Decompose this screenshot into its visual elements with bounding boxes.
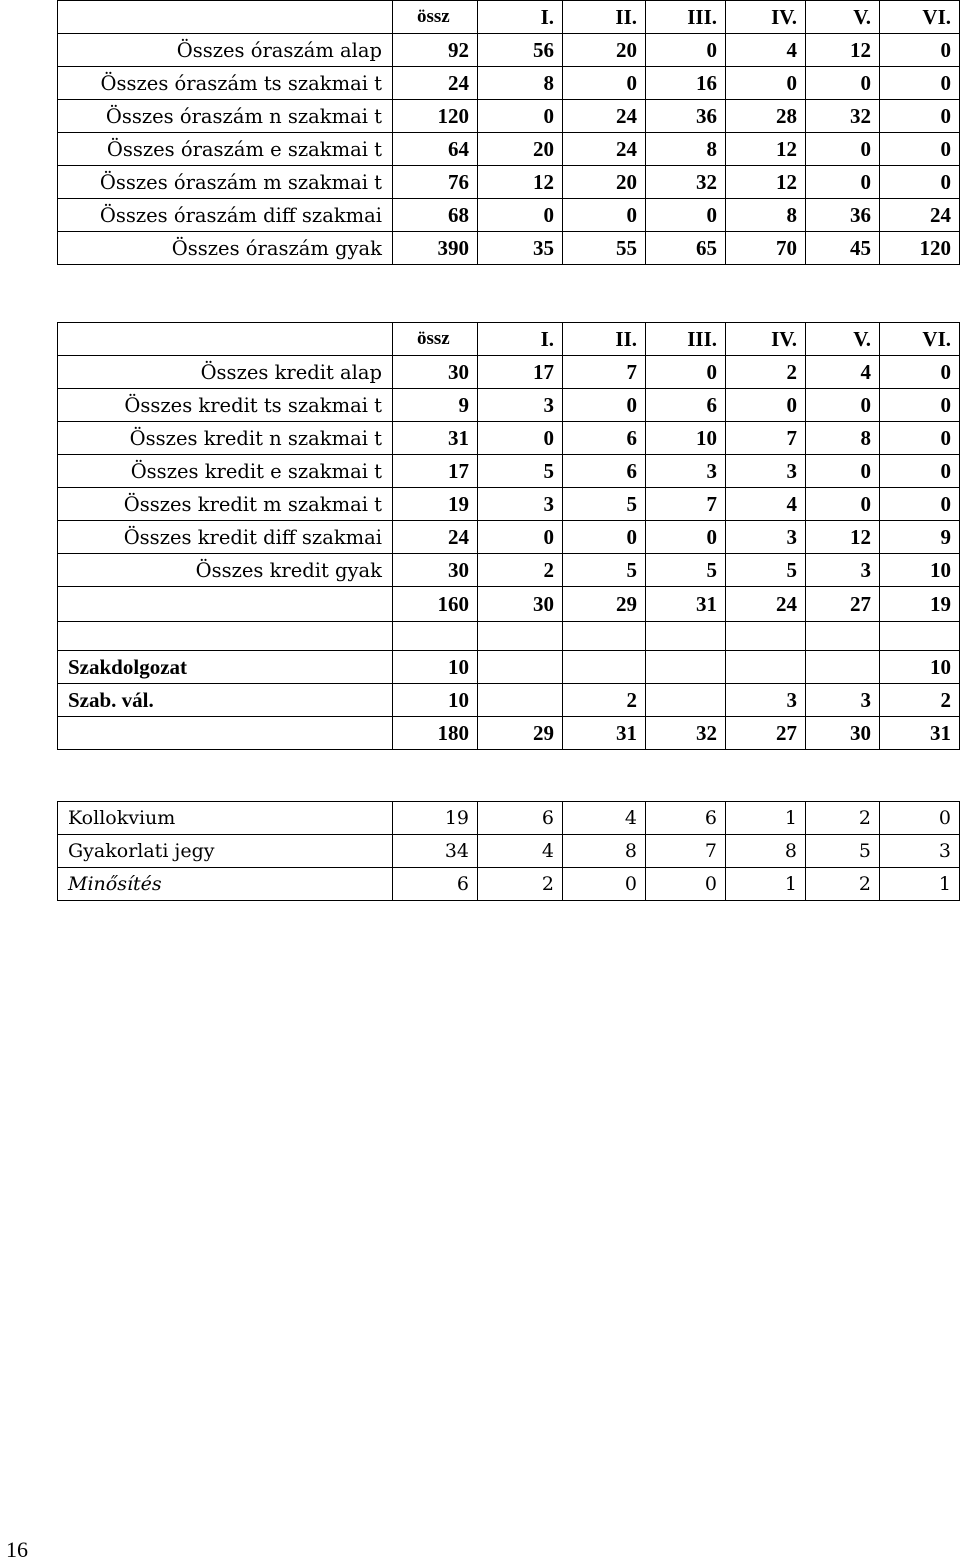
row-label: Összes óraszám e szakmai t [58, 133, 393, 166]
cell-value: 0 [806, 166, 880, 199]
cell-value: 0 [806, 67, 880, 100]
cell-value: 24 [393, 521, 478, 554]
table-row [58, 422, 960, 455]
spacer-cell [393, 622, 478, 651]
cell-value: 65 [646, 232, 726, 265]
cell-value: 12 [478, 166, 563, 199]
header-col-6: VI. [880, 323, 960, 356]
cell-value: 0 [806, 389, 880, 422]
cell-value: 10 [393, 684, 478, 717]
cell-value: 8 [478, 67, 563, 100]
header-col-1: I. [478, 1, 563, 34]
cell-value: 6 [393, 868, 478, 901]
spacer-cell [880, 622, 960, 651]
spacer-cell [478, 622, 563, 651]
cell-value: 7 [646, 835, 726, 868]
cell-value: 30 [393, 356, 478, 389]
cell-value: 2 [563, 684, 646, 717]
row-label: Összes kredit gyak [58, 554, 393, 587]
cell-value: 24 [726, 587, 806, 622]
cell-value: 76 [393, 166, 478, 199]
cell-value: 12 [806, 34, 880, 67]
cell-value: 4 [806, 356, 880, 389]
cell-value: 5 [726, 554, 806, 587]
table-row [58, 554, 960, 587]
header-ossz: össz [393, 323, 478, 356]
cell-value: 0 [806, 133, 880, 166]
cell-value: 36 [806, 199, 880, 232]
row-label: Szab. vál. [58, 684, 393, 717]
row-label: Összes kredit e szakmai t [58, 455, 393, 488]
cell-value [806, 651, 880, 684]
cell-value: 0 [646, 356, 726, 389]
cell-value: 0 [563, 67, 646, 100]
cell-value: 32 [646, 166, 726, 199]
row-label: Összes óraszám m szakmai t [58, 166, 393, 199]
row-label [58, 717, 393, 750]
cell-value: 6 [563, 455, 646, 488]
cell-value: 17 [478, 356, 563, 389]
cell-value: 64 [393, 133, 478, 166]
table-row [58, 651, 960, 684]
cell-value: 7 [646, 488, 726, 521]
cell-value: 6 [563, 422, 646, 455]
cell-value: 20 [563, 166, 646, 199]
hours-header-row [58, 1, 960, 34]
cell-value: 1 [726, 802, 806, 835]
cell-value: 2 [478, 554, 563, 587]
spacer-cell [646, 622, 726, 651]
cell-value: 0 [563, 868, 646, 901]
cell-value: 30 [393, 554, 478, 587]
cell-value: 0 [880, 455, 960, 488]
row-label: Kollokvium [58, 802, 393, 835]
cell-value [478, 684, 563, 717]
cell-value: 0 [726, 389, 806, 422]
row-label: Szakdolgozat [58, 651, 393, 684]
cell-value [646, 684, 726, 717]
cell-value: 0 [806, 455, 880, 488]
cell-value: 0 [880, 100, 960, 133]
row-label: Összes kredit diff szakmai [58, 521, 393, 554]
cell-value: 8 [646, 133, 726, 166]
cell-value: 8 [726, 199, 806, 232]
table-row [58, 34, 960, 67]
cell-value: 30 [478, 587, 563, 622]
cell-value: 3 [880, 835, 960, 868]
header-col-6: VI. [880, 1, 960, 34]
cell-value: 2 [726, 356, 806, 389]
table-row [58, 232, 960, 265]
cell-value: 5 [563, 488, 646, 521]
page-number: 16 [6, 1537, 28, 1562]
cell-value: 3 [478, 389, 563, 422]
subtotal-row [58, 587, 960, 622]
cell-value: 56 [478, 34, 563, 67]
cell-value [563, 651, 646, 684]
cell-value: 3 [806, 554, 880, 587]
cell-value: 0 [880, 488, 960, 521]
cell-value: 10 [880, 554, 960, 587]
cell-value: 0 [726, 67, 806, 100]
cell-value: 1 [880, 868, 960, 901]
cell-value: 3 [726, 684, 806, 717]
cell-value: 31 [563, 717, 646, 750]
cell-value: 2 [806, 868, 880, 901]
cell-value: 0 [478, 100, 563, 133]
cell-value: 16 [646, 67, 726, 100]
cell-value: 19 [393, 802, 478, 835]
cell-value [646, 651, 726, 684]
cell-value: 7 [726, 422, 806, 455]
cell-value: 0 [880, 67, 960, 100]
cell-value: 120 [880, 232, 960, 265]
cell-value: 3 [806, 684, 880, 717]
cell-value: 45 [806, 232, 880, 265]
row-label: Összes kredit n szakmai t [58, 422, 393, 455]
cell-value: 5 [806, 835, 880, 868]
header-col-1: I. [478, 323, 563, 356]
header-empty [58, 323, 393, 356]
cell-value [478, 651, 563, 684]
row-label: Minősítés [58, 868, 393, 901]
cell-value: 20 [478, 133, 563, 166]
cell-value: 8 [806, 422, 880, 455]
cell-value: 3 [646, 455, 726, 488]
table-row [58, 389, 960, 422]
row-label: Összes óraszám alap [58, 34, 393, 67]
row-label: Összes óraszám n szakmai t [58, 100, 393, 133]
table-row [58, 455, 960, 488]
cell-value: 68 [393, 199, 478, 232]
spacer-cell [806, 622, 880, 651]
header-col-2: II. [563, 1, 646, 34]
cell-value: 35 [478, 232, 563, 265]
cell-value: 2 [880, 684, 960, 717]
cell-value: 3 [726, 521, 806, 554]
table-row [58, 356, 960, 389]
hours-table [57, 0, 960, 265]
header-ossz: össz [393, 1, 478, 34]
cell-value: 10 [646, 422, 726, 455]
cell-value: 12 [806, 521, 880, 554]
cell-value: 9 [393, 389, 478, 422]
row-label: Gyakorlati jegy [58, 835, 393, 868]
spacer-row [58, 622, 960, 651]
cell-value: 4 [726, 34, 806, 67]
cell-value: 29 [563, 587, 646, 622]
row-label: Összes óraszám diff szakmai [58, 199, 393, 232]
cell-value: 31 [646, 587, 726, 622]
cell-value: 2 [478, 868, 563, 901]
credits-header-row [58, 323, 960, 356]
cell-value: 55 [563, 232, 646, 265]
cell-value: 0 [880, 802, 960, 835]
cell-value: 4 [563, 802, 646, 835]
cell-value: 32 [806, 100, 880, 133]
cell-value: 6 [478, 802, 563, 835]
cell-value: 0 [563, 521, 646, 554]
cell-value: 27 [726, 717, 806, 750]
cell-value: 31 [880, 717, 960, 750]
table-row [58, 166, 960, 199]
cell-value: 8 [726, 835, 806, 868]
row-label: Összes kredit m szakmai t [58, 488, 393, 521]
table-row [58, 802, 960, 835]
cell-value: 20 [563, 34, 646, 67]
cell-value: 70 [726, 232, 806, 265]
cell-value: 0 [646, 34, 726, 67]
cell-value: 31 [393, 422, 478, 455]
cell-value: 24 [563, 100, 646, 133]
table-row [58, 521, 960, 554]
cell-value: 0 [880, 166, 960, 199]
cell-value: 2 [806, 802, 880, 835]
cell-value: 10 [393, 651, 478, 684]
cell-value: 24 [393, 67, 478, 100]
header-col-4: IV. [726, 323, 806, 356]
cell-value: 0 [646, 521, 726, 554]
cell-value: 0 [646, 199, 726, 232]
cell-value: 19 [393, 488, 478, 521]
cell-value: 160 [393, 587, 478, 622]
row-label: Összes óraszám ts szakmai t [58, 67, 393, 100]
table-row [58, 67, 960, 100]
cell-value: 1 [726, 868, 806, 901]
cell-value: 0 [563, 199, 646, 232]
spacer-cell [58, 622, 393, 651]
spacer-cell [563, 622, 646, 651]
cell-value: 3 [726, 455, 806, 488]
cell-value: 24 [563, 133, 646, 166]
cell-value: 8 [563, 835, 646, 868]
cell-value: 4 [726, 488, 806, 521]
cell-value: 24 [880, 199, 960, 232]
header-col-3: III. [646, 1, 726, 34]
total-row [58, 717, 960, 750]
cell-value [726, 651, 806, 684]
header-col-3: III. [646, 323, 726, 356]
cell-value: 32 [646, 717, 726, 750]
spacer-cell [726, 622, 806, 651]
row-label [58, 587, 393, 622]
cell-value: 390 [393, 232, 478, 265]
cell-value: 0 [563, 389, 646, 422]
cell-value: 12 [726, 166, 806, 199]
cell-value: 6 [646, 802, 726, 835]
table-row [58, 133, 960, 166]
cell-value: 5 [563, 554, 646, 587]
cell-value: 28 [726, 100, 806, 133]
cell-value: 6 [646, 389, 726, 422]
cell-value: 29 [478, 717, 563, 750]
cell-value: 19 [880, 587, 960, 622]
cell-value: 12 [726, 133, 806, 166]
header-col-5: V. [806, 1, 880, 34]
cell-value: 10 [880, 651, 960, 684]
cell-value: 5 [478, 455, 563, 488]
table-row [58, 835, 960, 868]
table-row [58, 868, 960, 901]
table-row [58, 488, 960, 521]
assessment-table [57, 801, 960, 901]
cell-value: 0 [478, 199, 563, 232]
cell-value: 3 [478, 488, 563, 521]
cell-value: 30 [806, 717, 880, 750]
table-row [58, 100, 960, 133]
credits-table [57, 322, 960, 750]
cell-value: 0 [880, 133, 960, 166]
cell-value: 180 [393, 717, 478, 750]
table-row [58, 684, 960, 717]
cell-value: 0 [646, 868, 726, 901]
cell-value: 0 [880, 422, 960, 455]
cell-value: 9 [880, 521, 960, 554]
table-row [58, 199, 960, 232]
cell-value: 0 [880, 389, 960, 422]
header-col-4: IV. [726, 1, 806, 34]
cell-value: 34 [393, 835, 478, 868]
cell-value: 27 [806, 587, 880, 622]
cell-value: 5 [646, 554, 726, 587]
cell-value: 17 [393, 455, 478, 488]
row-label: Összes kredit alap [58, 356, 393, 389]
header-empty [58, 1, 393, 34]
cell-value: 0 [806, 488, 880, 521]
header-col-2: II. [563, 323, 646, 356]
cell-value: 0 [880, 356, 960, 389]
cell-value: 0 [880, 34, 960, 67]
row-label: Összes óraszám gyak [58, 232, 393, 265]
cell-value: 92 [393, 34, 478, 67]
cell-value: 7 [563, 356, 646, 389]
cell-value: 120 [393, 100, 478, 133]
cell-value: 36 [646, 100, 726, 133]
cell-value: 4 [478, 835, 563, 868]
cell-value: 0 [478, 422, 563, 455]
header-col-5: V. [806, 323, 880, 356]
cell-value: 0 [478, 521, 563, 554]
row-label: Összes kredit ts szakmai t [58, 389, 393, 422]
